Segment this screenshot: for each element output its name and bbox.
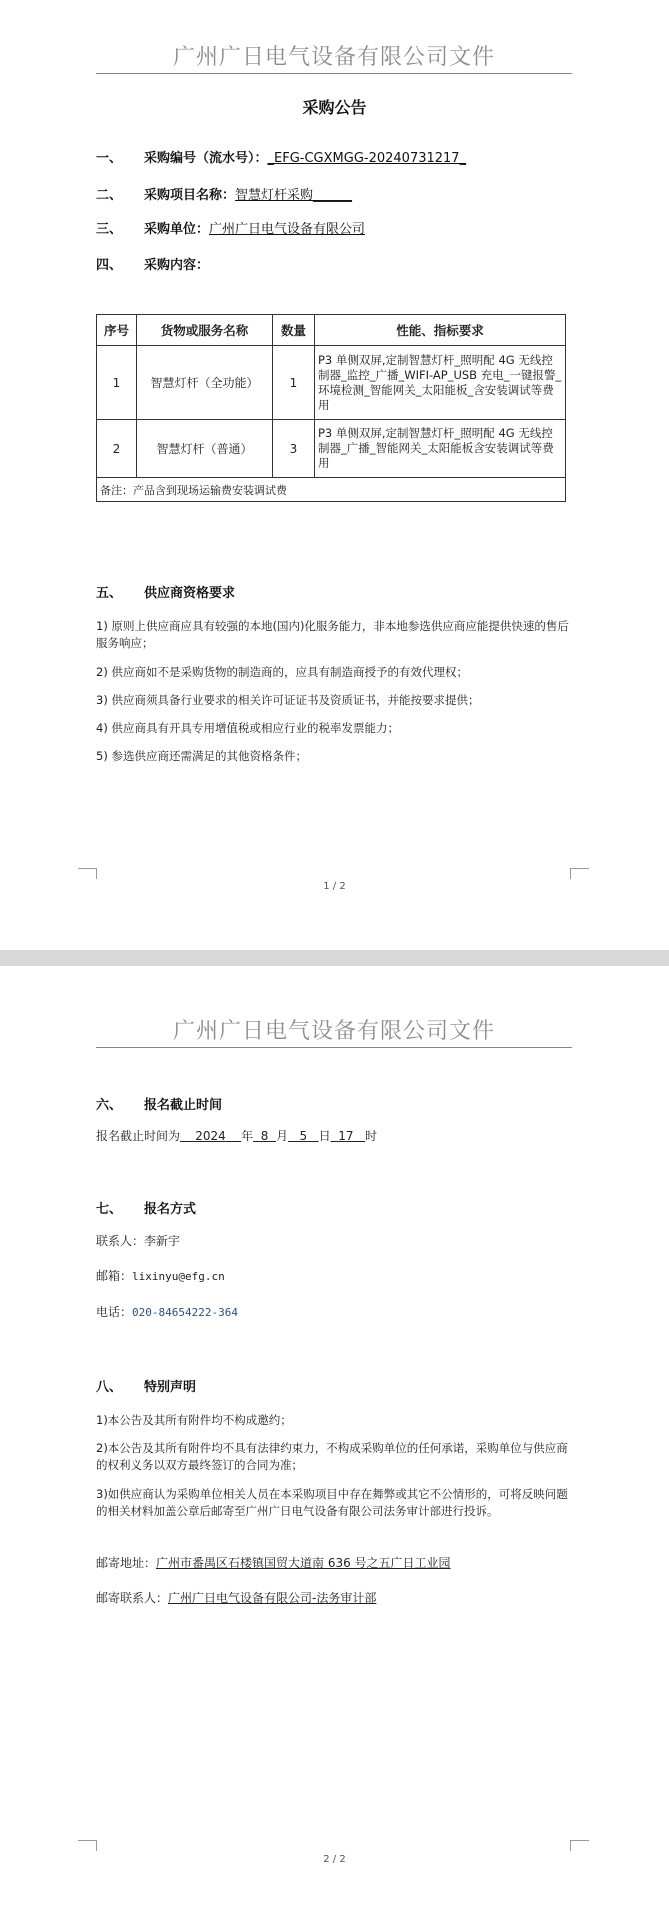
page-corner-mark — [570, 1840, 589, 1851]
contact-phone-line — [96, 1304, 572, 1321]
section-number: 四、 — [96, 258, 123, 273]
deadline-day: 5 — [299, 1129, 308, 1143]
table-note: 备注：产品含到现场运输费安装调试费 — [97, 478, 566, 502]
section-purchaser — [96, 218, 365, 237]
section-label: 采购内容： — [144, 258, 210, 273]
page-2 — [0, 966, 669, 1918]
items-table — [96, 314, 566, 502]
section-number: 七、 — [96, 1202, 123, 1217]
table-header-cell: 数量 — [273, 315, 315, 346]
section-label: 特别声明 — [144, 1380, 197, 1395]
mail-address-value: 广州市番禺区石楼镇国贸大道南 636 号之五广日工业园 — [156, 1556, 451, 1570]
requirement-item: 5) 参选供应商还需满足的其他资格条件； — [96, 749, 307, 763]
page-corner-mark — [78, 1840, 97, 1851]
deadline-line: 报名截止时间为 2024 年 8 月 5 日 17 时 — [96, 1129, 377, 1143]
purchase-number-value: _EFG-CGXMGG-20240731217_ — [267, 151, 467, 166]
header-rule — [96, 73, 572, 74]
project-name-value: 智慧灯杆采购______ — [235, 188, 353, 203]
requirement-item: 1) 原则上供应商应具有较强的本地(国内)化服务能力，非本地参选供应商应能提供快速的售后服务响应； — [96, 619, 569, 650]
section-number: 六、 — [96, 1098, 123, 1113]
section-number: 五、 — [96, 586, 123, 601]
requirement-item: 2) 供应商如不是采购货物的制造商的，应具有制造商授予的有效代理权； — [96, 665, 468, 679]
section-supplier-requirements — [96, 582, 235, 601]
deadline-hour: 17 — [338, 1129, 354, 1143]
section-purchase-number — [96, 147, 466, 166]
section-label: 供应商资格要求 — [144, 586, 236, 601]
email-value: lixinyu@efg.cn — [132, 1270, 225, 1283]
page-corner-mark — [570, 868, 589, 879]
table-header-cell: 性能、指标要求 — [315, 315, 566, 346]
section-number: 八、 — [96, 1380, 123, 1395]
page-separator — [0, 950, 669, 966]
item-spec: P3 单侧双屏,定制智慧灯杆_照明配 4G 无线控制器_广播_智能网关_太阳能板含安装调试等费用 — [315, 420, 566, 478]
item-name: 智慧灯杆（普通） — [137, 420, 273, 478]
contact-email-line — [96, 1268, 572, 1285]
section-deadline — [96, 1094, 222, 1113]
document-header: 广州广日电气设备有限公司文件 — [172, 1019, 495, 1044]
section-project-name — [96, 184, 352, 203]
section-number: 三、 — [96, 222, 123, 237]
page-number: 2 / 2 — [323, 1854, 346, 1865]
phone-label: 电话： — [96, 1305, 133, 1319]
section-label: 采购项目名称： — [144, 188, 236, 203]
deadline-prefix: 报名截止时间为 — [96, 1129, 181, 1143]
statement-item: 3)如供应商认为采购单位相关人员在本采购项目中存在舞弊或其它不公情形的，可将反映问题的相关材料加盖公章后邮寄至广州广日电气设备有限公司法务审计部进行投诉。 — [96, 1487, 568, 1518]
contact-person: 联系人：李新宇 — [96, 1234, 181, 1248]
deadline-year: 2024 — [195, 1129, 226, 1143]
section-label: 采购单位： — [144, 222, 210, 237]
phone-value: 020-84654222-364 — [132, 1306, 238, 1319]
item-name: 智慧灯杆（全功能） — [137, 346, 273, 420]
row-number: 1 — [97, 346, 137, 420]
mail-contact-line — [96, 1590, 572, 1607]
statement-item: 2)本公告及其所有附件均不具有法律约束力，不构成采购单位的任何承诺，采购单位与供应商的权利义务以双方最终签订的合同为准； — [96, 1441, 568, 1472]
statement-item: 1)本公告及其所有附件均不构成邀约； — [96, 1413, 292, 1427]
email-label: 邮箱： — [96, 1269, 133, 1283]
row-number: 2 — [97, 420, 137, 478]
section-number: 一、 — [96, 151, 123, 166]
document-header: 广州广日电气设备有限公司文件 — [172, 45, 495, 70]
item-quantity: 1 — [273, 346, 315, 420]
requirement-item: 3) 供应商须具备行业要求的相关许可证证书及资质证书，并能按要求提供； — [96, 693, 480, 707]
section-content — [96, 254, 209, 273]
table-header-row — [97, 315, 566, 346]
section-number: 二、 — [96, 188, 123, 203]
document-title: 采购公告 — [302, 98, 367, 117]
page-1 — [0, 0, 669, 950]
purchaser-value: 广州广日电气设备有限公司 — [209, 222, 366, 237]
header-rule — [96, 1047, 572, 1048]
table-header-cell: 序号 — [97, 315, 137, 346]
page-corner-mark — [78, 868, 97, 879]
section-label: 采购编号（流水号）： — [144, 151, 268, 166]
section-registration-method — [96, 1198, 196, 1217]
mail-address-line — [96, 1555, 572, 1572]
mail-address-label: 邮寄地址： — [96, 1556, 157, 1570]
mail-contact-label: 邮寄联系人： — [96, 1591, 169, 1605]
table-note-row — [97, 478, 566, 502]
item-spec: P3 单侧双屏,定制智慧灯杆_照明配 4G 无线控制器_监控_广播_WIFI-AP_USB 充电_一键报警_环境检测_智能网关_太阳能板_含安装调试等费用 — [315, 346, 566, 420]
requirement-item: 4) 供应商具有开具专用增值税或相应行业的税率发票能力； — [96, 721, 399, 735]
item-quantity: 3 — [273, 420, 315, 478]
page-number: 1 / 2 — [323, 881, 346, 892]
deadline-month: 8 — [260, 1129, 269, 1143]
section-label: 报名方式 — [144, 1202, 197, 1217]
section-label: 报名截止时间 — [144, 1098, 223, 1113]
mail-contact-value: 广州广日电气设备有限公司-法务审计部 — [168, 1591, 377, 1605]
table-header-cell: 货物或服务名称 — [137, 315, 273, 346]
table-row — [97, 420, 566, 478]
table-row — [97, 346, 566, 420]
section-special-statement — [96, 1376, 196, 1395]
